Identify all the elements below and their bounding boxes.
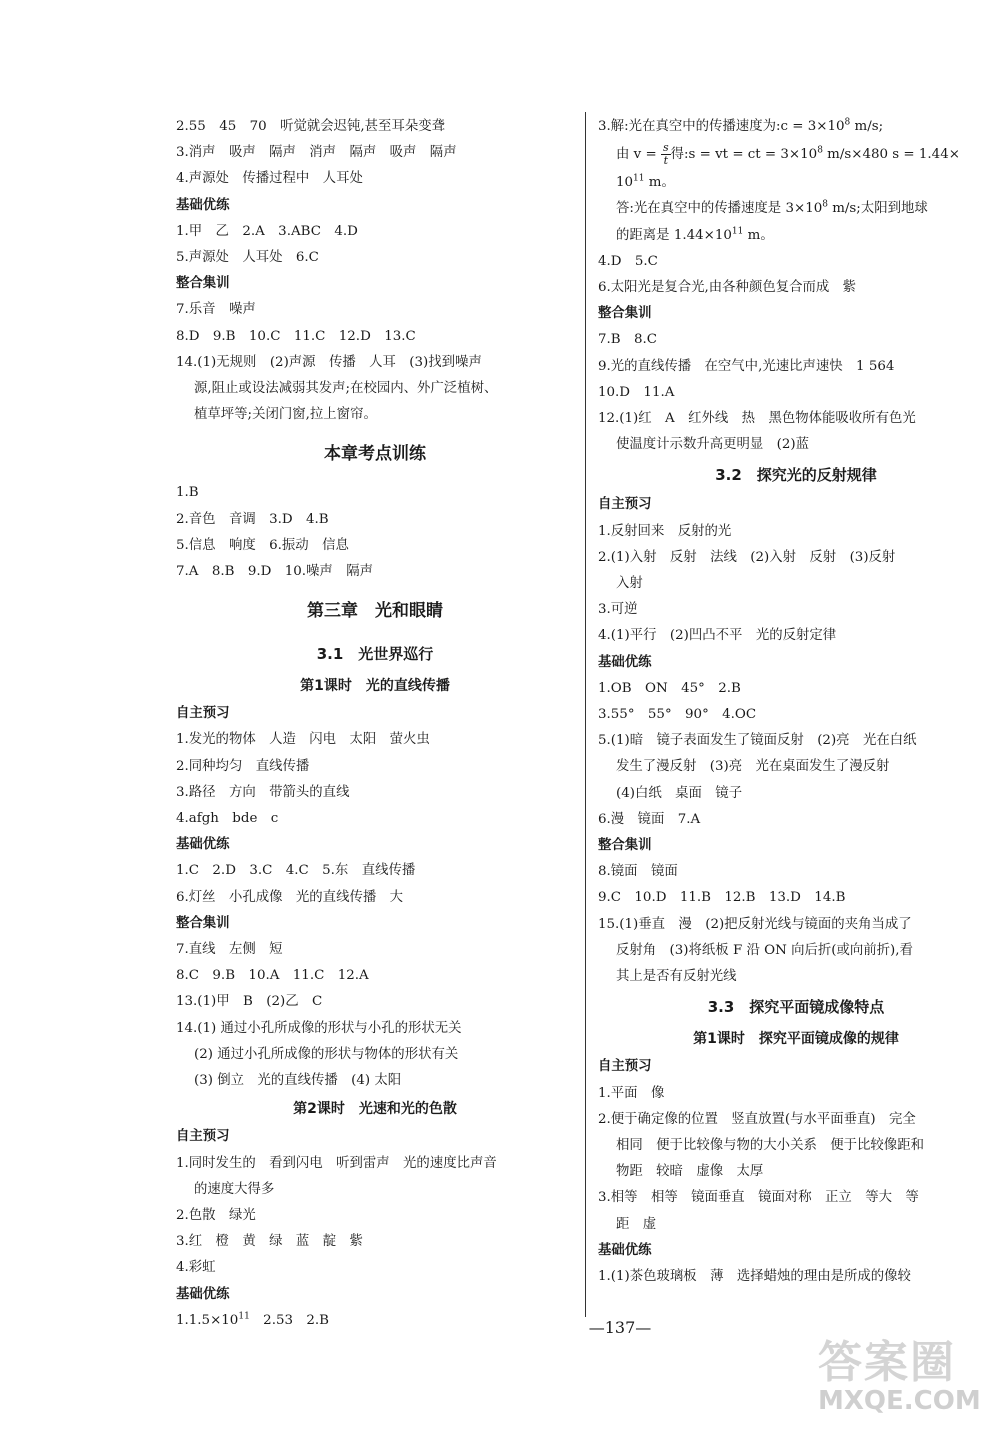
answer-line-continued: 植草坪等;关闭门窗,拉上窗帘。 <box>194 407 377 423</box>
left-column <box>176 114 574 1334</box>
answer-line-continued: 使温度计示数升高更明显 (2)蓝 <box>616 437 810 453</box>
watermark-logo <box>818 1326 986 1426</box>
answer-line: 1.甲 乙 2.A 3.ABC 4.D <box>176 223 358 239</box>
answer-line-continued: 相同 便于比较像与物的大小关系 便于比较像距和 <box>616 1137 924 1153</box>
watermark-logo-url: MXQE.COM <box>818 1386 981 1416</box>
fraction: $\frac{s}{t}$ <box>662 141 669 168</box>
answer-line: 7.直线 左侧 短 <box>176 942 283 958</box>
section-label: 基础优练 <box>176 837 230 853</box>
answer-line: 5.信息 响度 6.振动 信息 <box>176 537 349 553</box>
answer-line: 4.声源处 传播过程中 人耳处 <box>176 171 363 187</box>
answer-line-continued: 反射角 (3)将纸板 F 沿 ON 向后折(或向前折),看 <box>616 942 913 958</box>
answer-line-continued: (3) 倒立 光的直线传播 (4) 太阳 <box>194 1073 402 1089</box>
answer-line: 3.可逆 <box>598 602 638 618</box>
answer-line: 6.太阳光是复合光,由各种颜色复合而成 紫 <box>598 280 857 296</box>
answer-line: 2.(1)入射 反射 法线 (2)入射 反射 (3)反射 <box>598 549 896 565</box>
answer-line: 1.发光的物体 人造 闪电 太阳 萤火虫 <box>176 732 430 748</box>
answer-line: 13.(1)甲 B (2)乙 C <box>176 994 323 1010</box>
answer-line: 7.乐音 噪声 <box>176 302 256 318</box>
unit-title: 3.1 光世界巡行 <box>316 645 434 664</box>
answer-line-continued: 源,阻止或设法减弱其发声;在校园内、外广泛植树、 <box>194 381 498 397</box>
lesson-title: 第1课时 探究平面镜成像的规律 <box>693 1031 899 1048</box>
answer-line: 4.(1)平行 (2)凹凸不平 光的反射定律 <box>598 628 837 644</box>
answer-line: 10.D 11.A <box>598 384 675 400</box>
answer-line: 2.音色 音调 3.D 4.B <box>176 511 329 527</box>
answer-line: 8.D 9.B 10.C 11.C 12.D 13.C <box>176 328 416 344</box>
answer-line: 3.红 橙 黄 绿 蓝 靛 紫 <box>176 1234 363 1250</box>
section-label: 基础优练 <box>598 654 652 670</box>
lesson-title: 第2课时 光速和光的色散 <box>293 1101 457 1118</box>
answer-line: 答:光在真空中的传播速度是 $3\times 10^8$ m/s;太阳到地球 <box>616 199 928 217</box>
answer-line: 5.声源处 人耳处 6.C <box>176 250 319 266</box>
answer-line: 的距离是 $1.44\times 10^{11}$ m。 <box>616 226 774 243</box>
answer-line: 3.解:光在真空中的传播速度为:c = $3\times 10^8$ m/s; <box>598 117 884 134</box>
answer-line: 1.C 2.D 3.C 4.C 5.东 直线传播 <box>176 863 416 879</box>
section-label: 基础优练 <box>176 197 230 213</box>
answer-line-continued: 的速度大得多 <box>194 1181 275 1197</box>
answer-line: 14.(1) 通过小孔所成像的形状与小孔的形状无关 <box>176 1020 462 1036</box>
answer-line: 4.彩虹 <box>176 1260 216 1276</box>
answer-line: 2.便于确定像的位置 竖直放置(与水平面垂直) 完全 <box>598 1111 916 1127</box>
section-label: 基础优练 <box>598 1242 652 1258</box>
right-column-body <box>598 249 994 1290</box>
answer-line-continued: (4)白纸 桌面 镜子 <box>616 785 743 801</box>
answer-line: 7.A 8.B 9.D 10.噪声 隔声 <box>176 564 373 580</box>
answer-line: 1.反射回来 反射的光 <box>598 523 732 539</box>
section-label: 自主预习 <box>598 1059 652 1075</box>
answer-line: 12.(1)红 A 红外线 热 黑色物体能吸收所有色光 <box>598 411 916 427</box>
right-column <box>598 114 994 1290</box>
answer-line: 5.(1)暗 镜子表面发生了镜面反射 (2)亮 光在白纸 <box>598 733 917 749</box>
section-label: 整合集训 <box>176 276 230 292</box>
section-label: 自主预习 <box>176 1129 230 1145</box>
chapter-title: 本章考点训练 <box>324 444 426 465</box>
answer-line-continued: 物距 较暗 虚像 太厚 <box>616 1164 764 1180</box>
answer-line: 6.漫 镜面 7.A <box>598 811 701 827</box>
answer-line: 3.相等 相等 镜面垂直 镜面对称 正立 等大 等 <box>598 1190 919 1206</box>
answer-line: 8.镜面 镜面 <box>598 864 678 880</box>
section-label: 整合集训 <box>176 915 230 931</box>
section-label: 基础优练 <box>176 1286 230 1302</box>
answer-line: 1.(1)茶色玻璃板 薄 选择蜡烛的理由是所成的像较 <box>598 1268 911 1284</box>
answer-line: 4.D 5.C <box>598 253 658 269</box>
answer-line: 2.同种均匀 直线传播 <box>176 758 310 774</box>
answer-line-continued: 入射 <box>616 576 643 592</box>
answer-line: 4.afgh bde c <box>176 811 279 827</box>
section-label: 自主预习 <box>598 497 652 513</box>
answer-line: 1.OB ON 45° 2.B <box>598 680 741 696</box>
section-label: 整合集训 <box>598 838 652 854</box>
lesson-title: 第1课时 光的直线传播 <box>300 678 450 695</box>
answer-line: 3.55° 55° 90° 4.OC <box>598 707 757 723</box>
answer-line: 由 v = $\frac{s}{t}$ 得:s = vt = ct = $3\times 10^8$ m/s×480 s = 1.44× <box>616 141 960 168</box>
chapter-title: 第三章 光和眼睛 <box>307 601 443 622</box>
unit-title: 3.2 探究光的反射规律 <box>715 466 877 485</box>
unit-title: 3.3 探究平面镜成像特点 <box>707 998 885 1017</box>
answer-line: $10^{11}$ m。 <box>616 173 675 191</box>
answer-line: 1.同时发生的 看到闪电 听到雷声 光的速度比声音 <box>176 1155 497 1171</box>
answer-line: $1.1.5\times 10^{11}$ 2.53 2.B <box>176 1311 330 1328</box>
answer-line-continued: 距 虚 <box>616 1216 657 1232</box>
answer-line: 9.C 10.D 11.B 12.B 13.D 14.B <box>598 890 846 906</box>
answer-line: 15.(1)垂直 漫 (2)把反射光线与镜面的夹角当成了 <box>598 916 912 932</box>
answer-line-continued: 发生了漫反射 (3)亮 光在桌面发生了漫反射 <box>616 759 890 775</box>
answer-line: 7.B 8.C <box>598 332 658 348</box>
page-number: —137— <box>588 1318 652 1337</box>
column-divider <box>585 112 586 1317</box>
answer-line: 6.灯丝 小孔成像 光的直线传播 大 <box>176 889 404 905</box>
watermark-logo-text: 答案圈 <box>818 1337 956 1388</box>
answer-line-continued: (2) 通过小孔所成像的形状与物体的形状有关 <box>194 1046 459 1062</box>
answer-line: 2.55 45 70 听觉就会迟钝,甚至耳朵变聋 <box>176 119 446 134</box>
answer-line: 1.B <box>176 485 199 501</box>
answer-line: 1.平面 像 <box>598 1085 665 1101</box>
answer-line-continued: 其上是否有反射光线 <box>616 969 737 985</box>
answer-line: 14.(1)无规则 (2)声源 传播 人耳 (3)找到噪声 <box>176 354 482 370</box>
section-label: 整合集训 <box>598 306 652 322</box>
answer-line: 9.光的直线传播 在空气中,光速比声速快 1 564 <box>598 358 895 374</box>
answer-line: 2.色散 绿光 <box>176 1207 256 1223</box>
answer-line: 8.C 9.B 10.A 11.C 12.A <box>176 968 369 984</box>
section-label: 自主预习 <box>176 706 230 722</box>
answer-line: 3.路径 方向 带箭头的直线 <box>176 784 350 800</box>
answer-line: 3.消声 吸声 隔声 消声 隔声 吸声 隔声 <box>176 145 457 161</box>
